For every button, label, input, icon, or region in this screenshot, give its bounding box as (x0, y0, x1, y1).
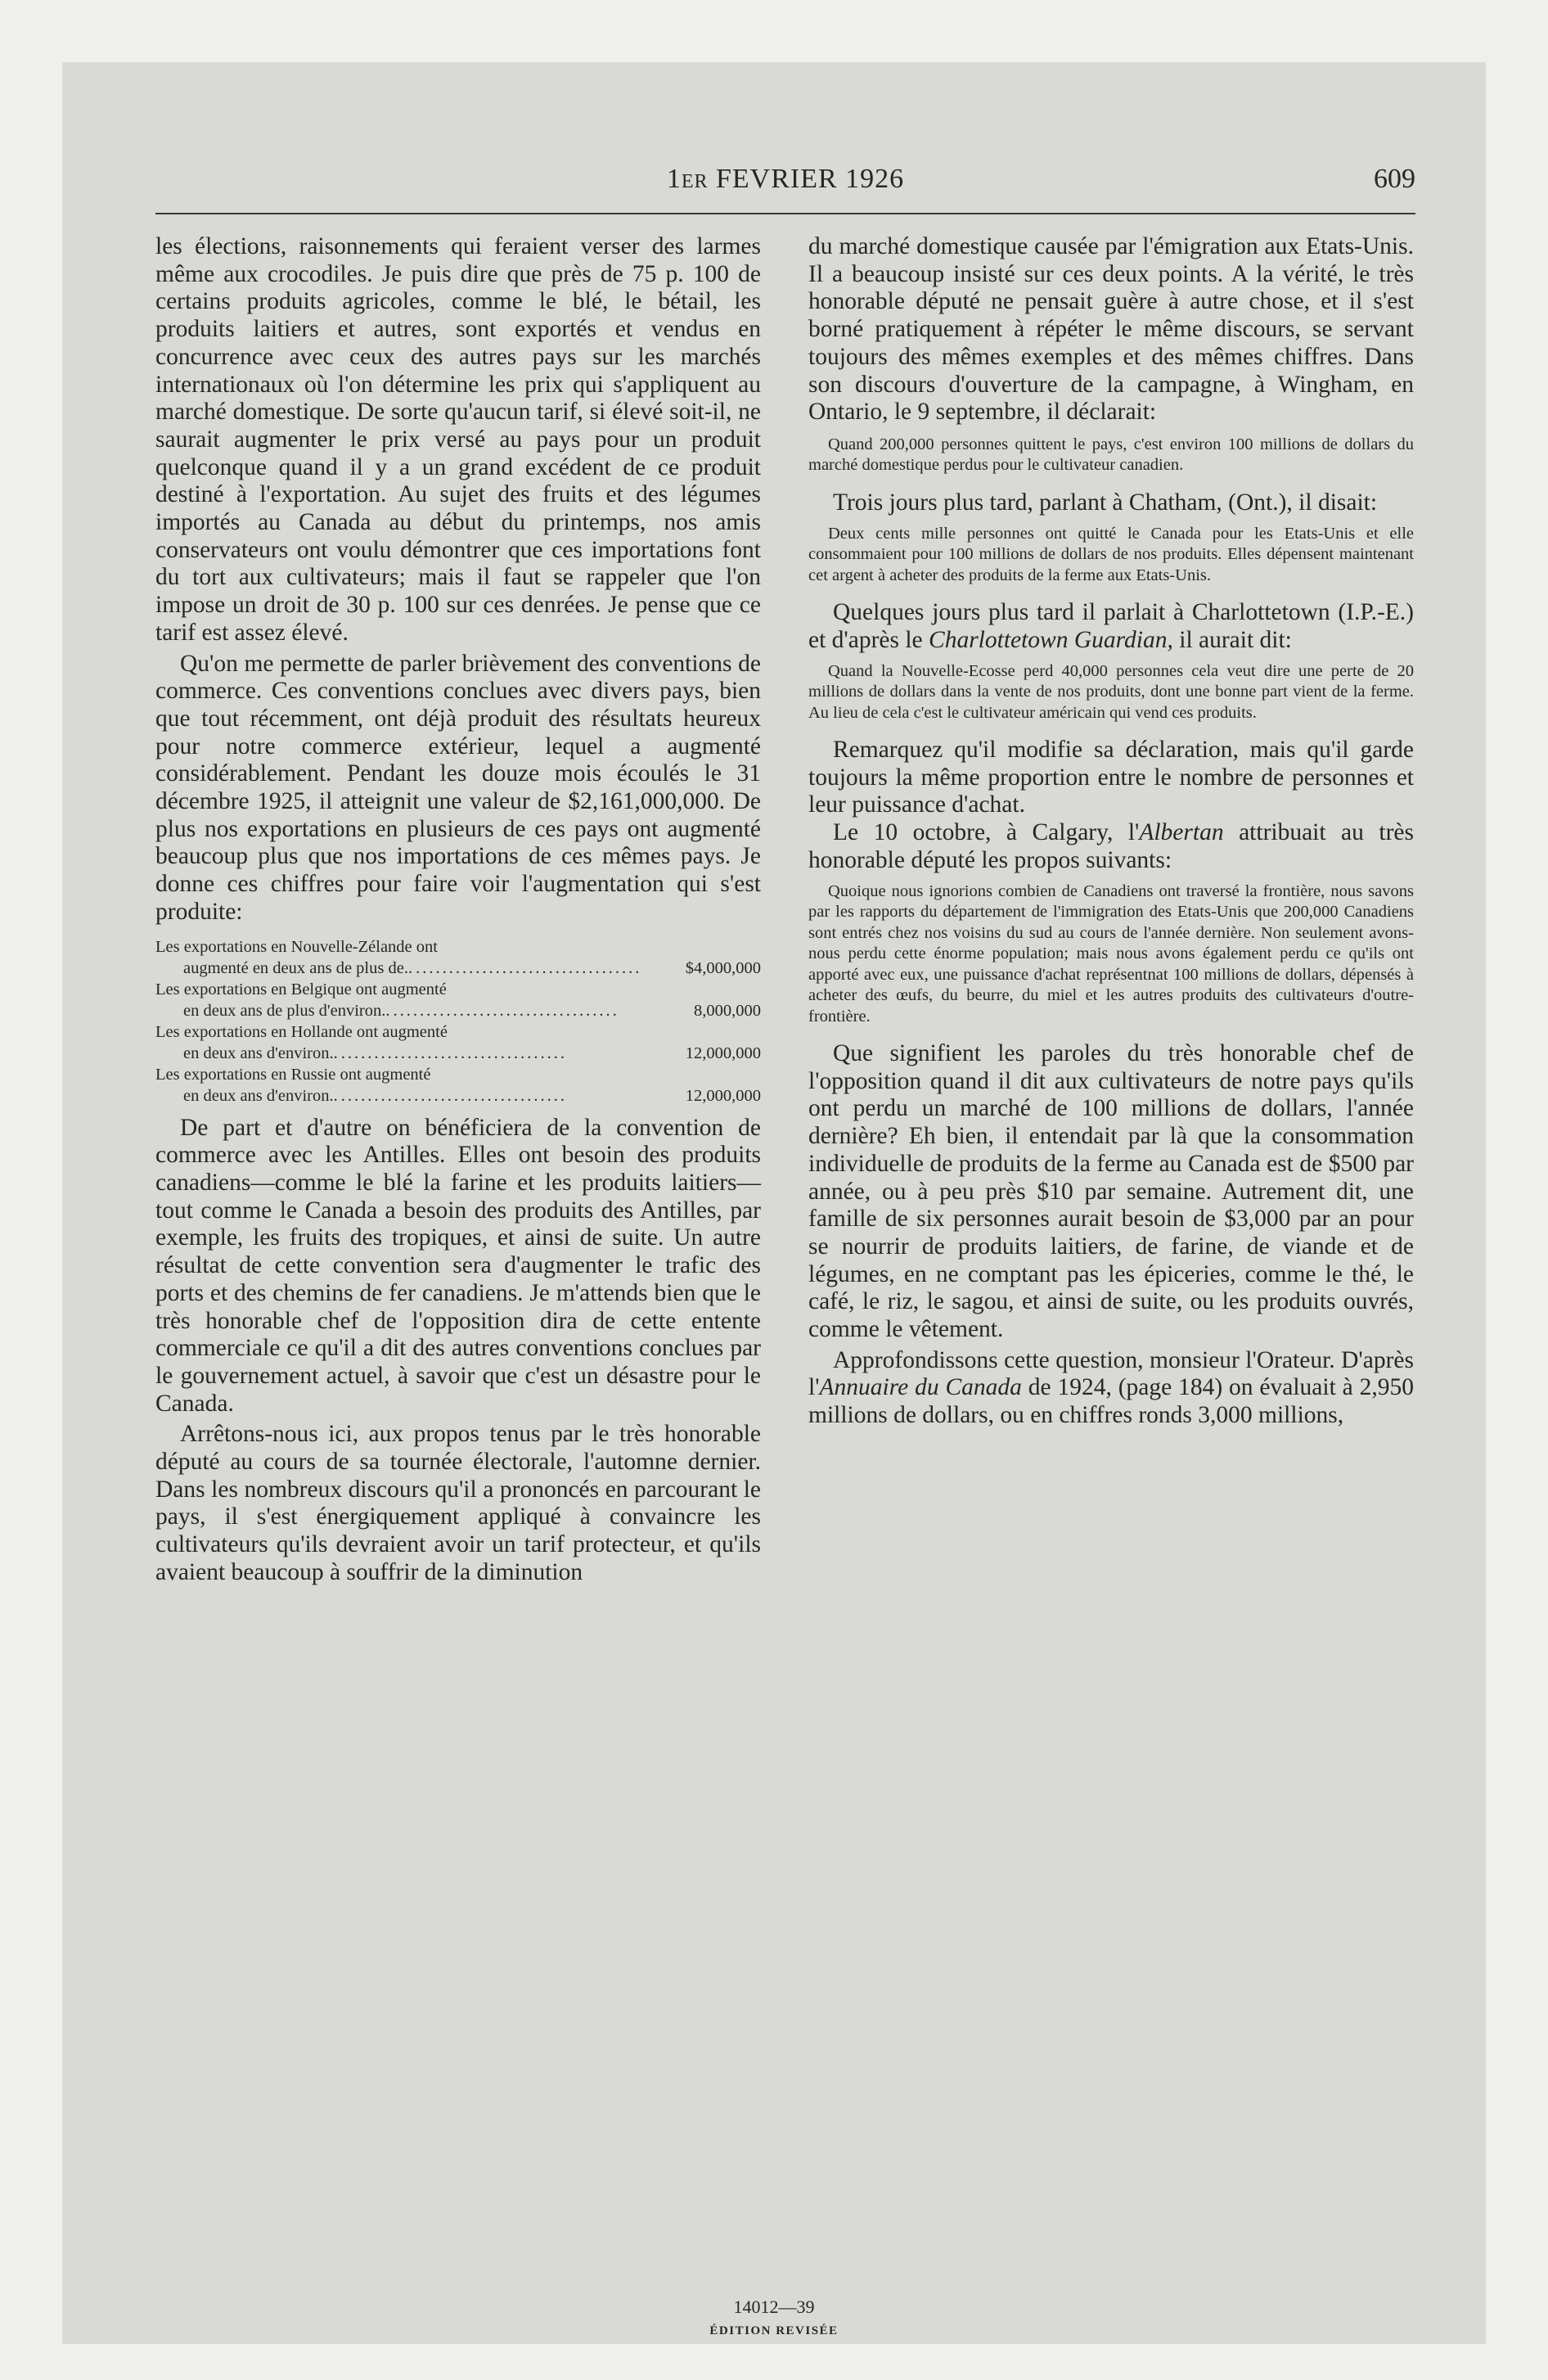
page-header (155, 160, 1415, 206)
date-day: 1 (666, 164, 682, 194)
ledger-entry: Les exportations en Russie ont augmenté en deux ans d'environ.. .................................. 12,000,000 (155, 1065, 761, 1105)
ledger-amount: $4,000,000 (685, 958, 761, 977)
left-paragraph-1: les élections, raisonnements qui feraient verser des larmes même aux crocodiles. Je puis dire que près de 75 p. 100 de certains produits agricoles, comme le blé, le bétail, les produits laitiers et autres, sont exportés et vendus en concurrence avec ceux des autres pays sur les marchés internationaux où l'on détermine les prix qui s'appliquent au marché domestique. De sorte qu'aucun tarif, si élevé soit-il, ne saurait augmenter le prix versé au pays pour un produit quelconque quand il y a un grand excédent de ce produit destiné à l'exportation. Au sujet des fruits et des légumes importés au Canada au début du printemps, nos amis conservateurs ont voulu démontrer que ces importations font du tort aux cultivateurs; mais il faut se rappeler que l'on impose un droit de 30 p. 100 sur ces denrées. Je pense que ce tarif est assez élevé. (155, 233, 761, 646)
right-paragraph-3 (808, 599, 1414, 654)
quote-calgary: Quoique nous ignorions combien de Canadiens ont traversé la frontière, nous savons par les rapports du département de l'immigration des Etats-Unis que 200,000 Canadiens sont entrés chez nos voisins du sud au cours de l'année dernière. Non seulement avons-nous perdu cette énorme population; mais nous avons également perdu ce qu'ils ont apporté avec eux, une puissance d'achat représentnat 100 millions de dollars, dépensés à acheter des œufs, du beurre, du miel et les autres produits des cultivateurs d'outre-frontière. (808, 881, 1414, 1025)
right-column (808, 233, 1414, 1430)
ledger-line: Les exportations en Russie ont augmenté (155, 1065, 431, 1084)
right-paragraph-5 (808, 819, 1414, 874)
right-paragraph-1: du marché domestique causée par l'émigration aux Etats-Unis. Il a beaucoup insisté sur ces deux points. A la vérité, le très honorable député ne pensait guère à autre chose, et il s'est borné pratiquement à répéter le même discours, se servant toujours des mêmes exemples et des mêmes chiffres. Dans son discours d'ouverture de la campagne, à Wingham, en Ontario, le 9 septembre, il déclarait: (808, 233, 1414, 426)
left-column (155, 233, 761, 1587)
header-date (155, 164, 1415, 195)
ledger-line: Les exportations en Belgique ont augmenté (155, 980, 447, 998)
right-paragraph-7 (808, 1347, 1414, 1430)
text-run: de 1924, (page 184) on évaluait à 2,950 millions de dollars, ou en chiffres ronds 3,000 millions, (808, 1374, 1415, 1429)
export-ledger (155, 936, 761, 1107)
ledger-line: en deux ans d'environ.. (183, 1086, 338, 1105)
ledger-line: en deux ans d'environ.. (183, 1044, 338, 1062)
page-number: 609 (1374, 164, 1415, 194)
text-run: Approfondissons cette question, monsieur l'Orateur. D'après l' (808, 1346, 1414, 1401)
publication-title: Annuaire du Canada (819, 1374, 1022, 1401)
ledger-line: Les exportations en Nouvelle-Zélande ont (155, 937, 438, 956)
ledger-amount: 12,000,000 (685, 1086, 761, 1105)
quote-wingham: Quand 200,000 personnes quittent le pays, c'est environ 100 millions de dollars du marché domestique perdus pour le cultivateur canadien. (808, 435, 1414, 475)
left-paragraph-3: De part et d'autre on bénéficiera de la convention de commerce avec les Antilles. Elles ont besoin des produits canadiens—comme le blé la farine et les produits laitiers—tout comme le Canada a besoin des produits des Antilles, par exemple, les fruits des tropiques, et ainsi de suite. Un autre résultat de cette convention sera d'augmenter le trafic des ports et des chemins de fer canadiens. Je m'attends bien que le très honorable chef de l'opposition dira de cette entente commerciale ce qu'il a dit des autres conventions conclues par le gouvernement actuel, à savoir que c'est un désastre pour le Canada. (155, 1114, 761, 1417)
ledger-amount: 8,000,000 (694, 1001, 761, 1020)
text-run: il aurait dit: (1172, 626, 1292, 653)
ledger-entry: Les exportations en Nouvelle-Zélande ont augmenté en deux ans de plus de.. .................................. $4,000,000 (155, 937, 761, 977)
date-month-year: FEVRIER 1926 (715, 164, 905, 194)
ledger-line: augmenté en deux ans de plus de.. (183, 958, 413, 977)
newspaper-title: Albertan (1139, 819, 1224, 846)
left-paragraph-2: Qu'on me permette de parler brièvement des conventions de commerce. Ces conventions conclues avec divers pays, bien que tout récemment, ont déjà produit des résultats heureux pour notre commerce extérieur, lequel a augmenté considérablement. Pendant les douze mois écoulés le 31 décembre 1925, il atteignit une valeur de $2,161,000,000. De plus nos exportations en plusieurs de ces pays ont augmenté beaucoup plus que nos importations de ces mêmes pays. Je donne ces chiffres pour faire voir l'augmentation qui s'est produite: (155, 650, 761, 925)
ledger-line: Les exportations en Hollande ont augmenté (155, 1022, 448, 1041)
quote-chatham: Deux cents mille personnes ont quitté le Canada pour les Etats-Unis et elle consommaient pour 100 millions de dollars de nos produits. Elles dépensent maintenant cet argent à acheter des produits de la ferme aux Etats-Unis. (808, 524, 1414, 584)
edition-note: ÉDITION REVISÉE (709, 2324, 839, 2337)
newspaper-title: Charlottetown Guardian, (929, 626, 1173, 653)
text-run: Le 10 octobre, à Calgary, l' (833, 819, 1140, 846)
ledger-line: en deux ans de plus d'environ.. (183, 1001, 390, 1020)
ledger-entry: Les exportations en Hollande ont augmenté en deux ans d'environ.. .................................. 12,000,000 (155, 1022, 761, 1062)
left-paragraph-4: Arrêtons-nous ici, aux propos tenus par le très honorable député au cours de sa tournée électorale, l'automne dernier. Dans les nombreux discours qu'il a prononcés en parcourant le pays, il s'est énergiquement appliqué à convaincre les cultivateurs qu'ils devraient avoir un tarif protecteur, et qu'ils avaient beaucoup à souffrir de la diminution (155, 1421, 761, 1585)
right-paragraph-2: Trois jours plus tard, parlant à Chatham, (Ont.), il disait: (833, 489, 1378, 516)
text-run: attribuait au très honorable député les propos suivants: (808, 819, 1414, 873)
print-code: 14012—39 (733, 2297, 815, 2317)
ledger-entry: Les exportations en Belgique ont augmenté en deux ans de plus d'environ.. .................................. 8,000,000 (155, 980, 761, 1020)
quote-charlottetown: Quand la Nouvelle-Ecosse perd 40,000 personnes cela veut dire une perte de 20 millions de dollars dans la vente de nos produits, dont une bonne part vient de la ferme. Au lieu de cela c'est le cultivateur américain qui vend ces produits. (808, 661, 1414, 722)
right-paragraph-4: Remarquez qu'il modifie sa déclaration, mais qu'il garde toujours la même proportion entre le nombre de personnes et leur puissance d'achat. (808, 737, 1414, 818)
text-run: Quelques jours plus tard il parlait à Charlottetown (I.P.-E.) et d'après le (808, 599, 1414, 653)
header-rule (155, 213, 1415, 214)
ledger-amount: 12,000,000 (685, 1044, 761, 1062)
date-ordinal: ER (681, 171, 709, 192)
right-paragraph-6: Que signifient les paroles du très honorable chef de l'opposition quand il dit aux cultivateurs de notre pays qu'ils ont perdu un marché de 100 millions de dollars, l'année dernière? Eh bien, il entendait par là que la consommation individuelle de produits de la ferme au Canada est de $500 par année, ou à peu près $10 par semaine. Autrement dit, une famille de six personnes aurait besoin de $3,000 par an pour se nourrir de produits laitiers, de farine, de viande et de légumes, en ne comptant pas les épiceries, comme le thé, le café, le riz, le sagou, et ainsi de suite, ou les produits ouvrés, comme le vêtement. (808, 1040, 1414, 1343)
